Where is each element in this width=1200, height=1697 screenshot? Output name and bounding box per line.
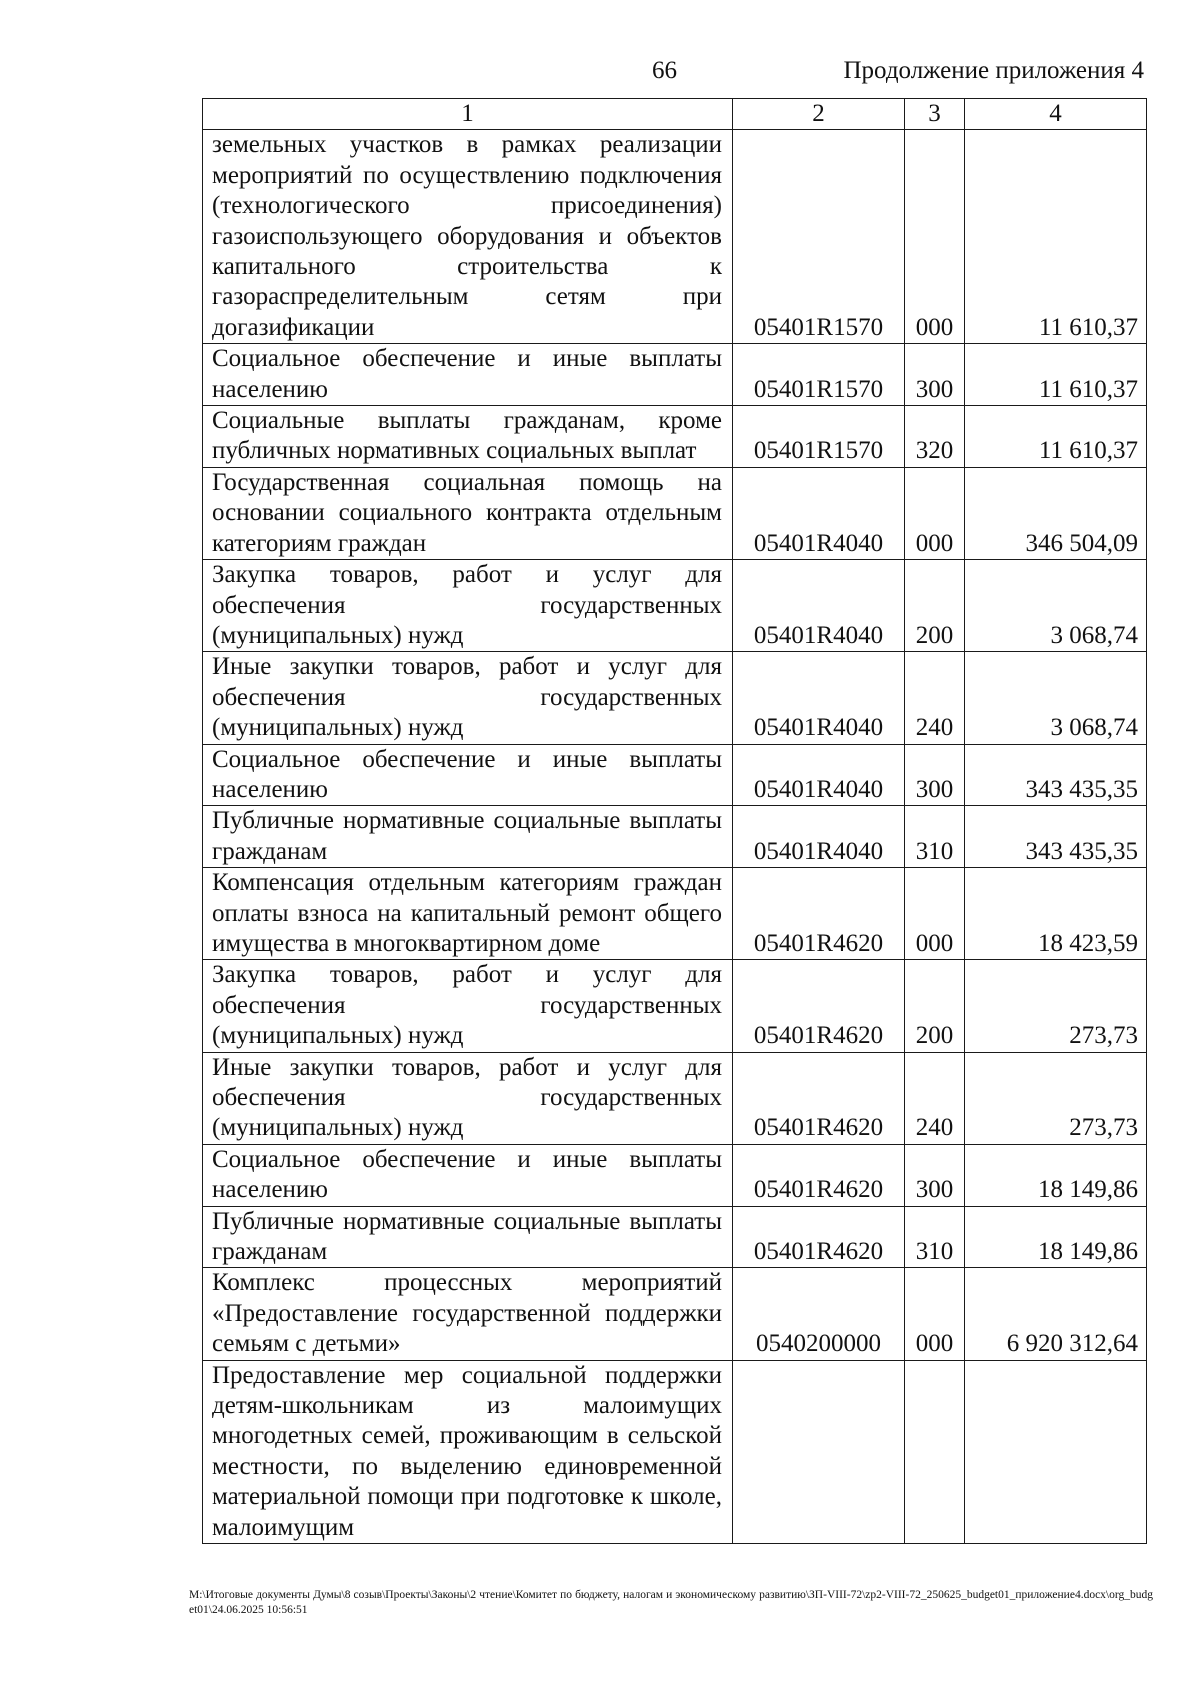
row-name-cell: Социальное обеспечение и иные выплаты населению	[203, 1144, 733, 1206]
row-type-cell: 300	[905, 1144, 965, 1206]
table-row	[203, 1268, 1147, 1360]
row-type-cell	[905, 1360, 965, 1543]
row-code-cell: 05401R4620	[733, 1206, 905, 1268]
row-sum-cell: 18 149,86	[965, 1144, 1147, 1206]
table-row	[203, 806, 1147, 868]
budget-table	[202, 98, 1147, 1544]
table-row	[203, 467, 1147, 559]
table-body	[203, 130, 1147, 1544]
row-name-cell: Закупка товаров, работ и услуг для обеспечения государственных (муниципальных) нужд	[203, 560, 733, 652]
row-sum-cell: 273,73	[965, 960, 1147, 1052]
row-code-cell: 05401R4620	[733, 960, 905, 1052]
row-sum-cell: 3 068,74	[965, 652, 1147, 744]
row-code-cell: 05401R4620	[733, 1052, 905, 1144]
row-sum-cell: 11 610,37	[965, 406, 1147, 468]
row-name-cell: Социальное обеспечение и иные выплаты населению	[203, 344, 733, 406]
column-header-4: 4	[965, 99, 1147, 130]
row-code-cell: 05401R4040	[733, 652, 905, 744]
row-type-cell: 240	[905, 1052, 965, 1144]
row-name-cell: Комплекс процессных мероприятий «Предоставление государственной поддержки семьям с детьми»	[203, 1268, 733, 1360]
row-name-cell: Иные закупки товаров, работ и услуг для обеспечения государственных (муниципальных) нужд	[203, 1052, 733, 1144]
row-name-cell: Компенсация отдельным категориям граждан оплаты взноса на капитальный ремонт общего имущества в многоквартирном доме	[203, 868, 733, 960]
row-name-cell: Публичные нормативные социальные выплаты гражданам	[203, 806, 733, 868]
row-name-cell: Социальное обеспечение и иные выплаты населению	[203, 744, 733, 806]
row-type-cell: 240	[905, 652, 965, 744]
row-code-cell: 05401R4620	[733, 868, 905, 960]
column-header-1: 1	[203, 99, 733, 130]
row-code-cell: 05401R4040	[733, 560, 905, 652]
table-row	[203, 406, 1147, 468]
row-sum-cell: 343 435,35	[965, 806, 1147, 868]
row-code-cell: 05401R1570	[733, 406, 905, 468]
page-number: 66	[652, 57, 677, 84]
row-type-cell: 200	[905, 560, 965, 652]
table-row	[203, 130, 1147, 344]
row-code-cell: 05401R4040	[733, 744, 905, 806]
row-sum-cell	[965, 1360, 1147, 1543]
continuation-header: Продолжение приложения 4	[843, 57, 1144, 84]
row-code-cell: 05401R1570	[733, 344, 905, 406]
row-type-cell: 320	[905, 406, 965, 468]
row-code-cell	[733, 1360, 905, 1543]
table-row	[203, 1144, 1147, 1206]
table-row	[203, 1052, 1147, 1144]
row-name-cell: Публичные нормативные социальные выплаты гражданам	[203, 1206, 733, 1268]
row-name-cell: Предоставление мер социальной поддержки детям-школьникам из малоимущих многодетных семей, проживающим в сельской местности, по выделению единовременной материальной помощи при подготовке к школе, малоимущим	[203, 1360, 733, 1543]
column-header-2: 2	[733, 99, 905, 130]
row-sum-cell: 343 435,35	[965, 744, 1147, 806]
row-code-cell: 05401R4620	[733, 1144, 905, 1206]
table-row	[203, 744, 1147, 806]
table-row	[203, 652, 1147, 744]
row-sum-cell: 273,73	[965, 1052, 1147, 1144]
row-sum-cell: 346 504,09	[965, 467, 1147, 559]
row-name-cell: Социальные выплаты гражданам, кроме публичных нормативных социальных выплат	[203, 406, 733, 468]
row-sum-cell: 3 068,74	[965, 560, 1147, 652]
row-code-cell: 05401R4040	[733, 467, 905, 559]
row-sum-cell: 18 423,59	[965, 868, 1147, 960]
row-code-cell: 0540200000	[733, 1268, 905, 1360]
row-type-cell: 300	[905, 744, 965, 806]
row-name-cell: земельных участков в рамках реализации мероприятий по осуществлению подключения (технологического присоединения) газоиспользующего оборудования и объектов капитального строительства к газораспределительным сетям при догазификации	[203, 130, 733, 344]
row-type-cell: 000	[905, 467, 965, 559]
table-row	[203, 1206, 1147, 1268]
row-name-cell: Государственная социальная помощь на основании социального контракта отдельным категориям граждан	[203, 467, 733, 559]
table-row	[203, 868, 1147, 960]
row-type-cell: 000	[905, 868, 965, 960]
row-code-cell: 05401R1570	[733, 130, 905, 344]
row-type-cell: 310	[905, 1206, 965, 1268]
row-type-cell: 000	[905, 130, 965, 344]
table-row	[203, 1360, 1147, 1543]
column-header-3: 3	[905, 99, 965, 130]
row-name-cell: Закупка товаров, работ и услуг для обеспечения государственных (муниципальных) нужд	[203, 960, 733, 1052]
row-sum-cell: 11 610,37	[965, 130, 1147, 344]
row-code-cell: 05401R4040	[733, 806, 905, 868]
table-row	[203, 560, 1147, 652]
row-type-cell: 310	[905, 806, 965, 868]
row-name-cell: Иные закупки товаров, работ и услуг для обеспечения государственных (муниципальных) нужд	[203, 652, 733, 744]
row-sum-cell: 11 610,37	[965, 344, 1147, 406]
row-type-cell: 000	[905, 1268, 965, 1360]
table-row	[203, 344, 1147, 406]
footer-file-path: M:\Итоговые документы Думы\8 созыв\Проекты\Законы\2 чтение\Комитет по бюджету, налогам и экономическому развитию\ЗП-VIII-72\zp2-VIII-72_250625_budget01_приложение4.docx\org_budget01\24.06.2025 10:56:51	[189, 1589, 1153, 1616]
row-type-cell: 300	[905, 344, 965, 406]
row-type-cell: 200	[905, 960, 965, 1052]
table-header-row	[203, 99, 1147, 130]
row-sum-cell: 6 920 312,64	[965, 1268, 1147, 1360]
table-row	[203, 960, 1147, 1052]
row-sum-cell: 18 149,86	[965, 1206, 1147, 1268]
